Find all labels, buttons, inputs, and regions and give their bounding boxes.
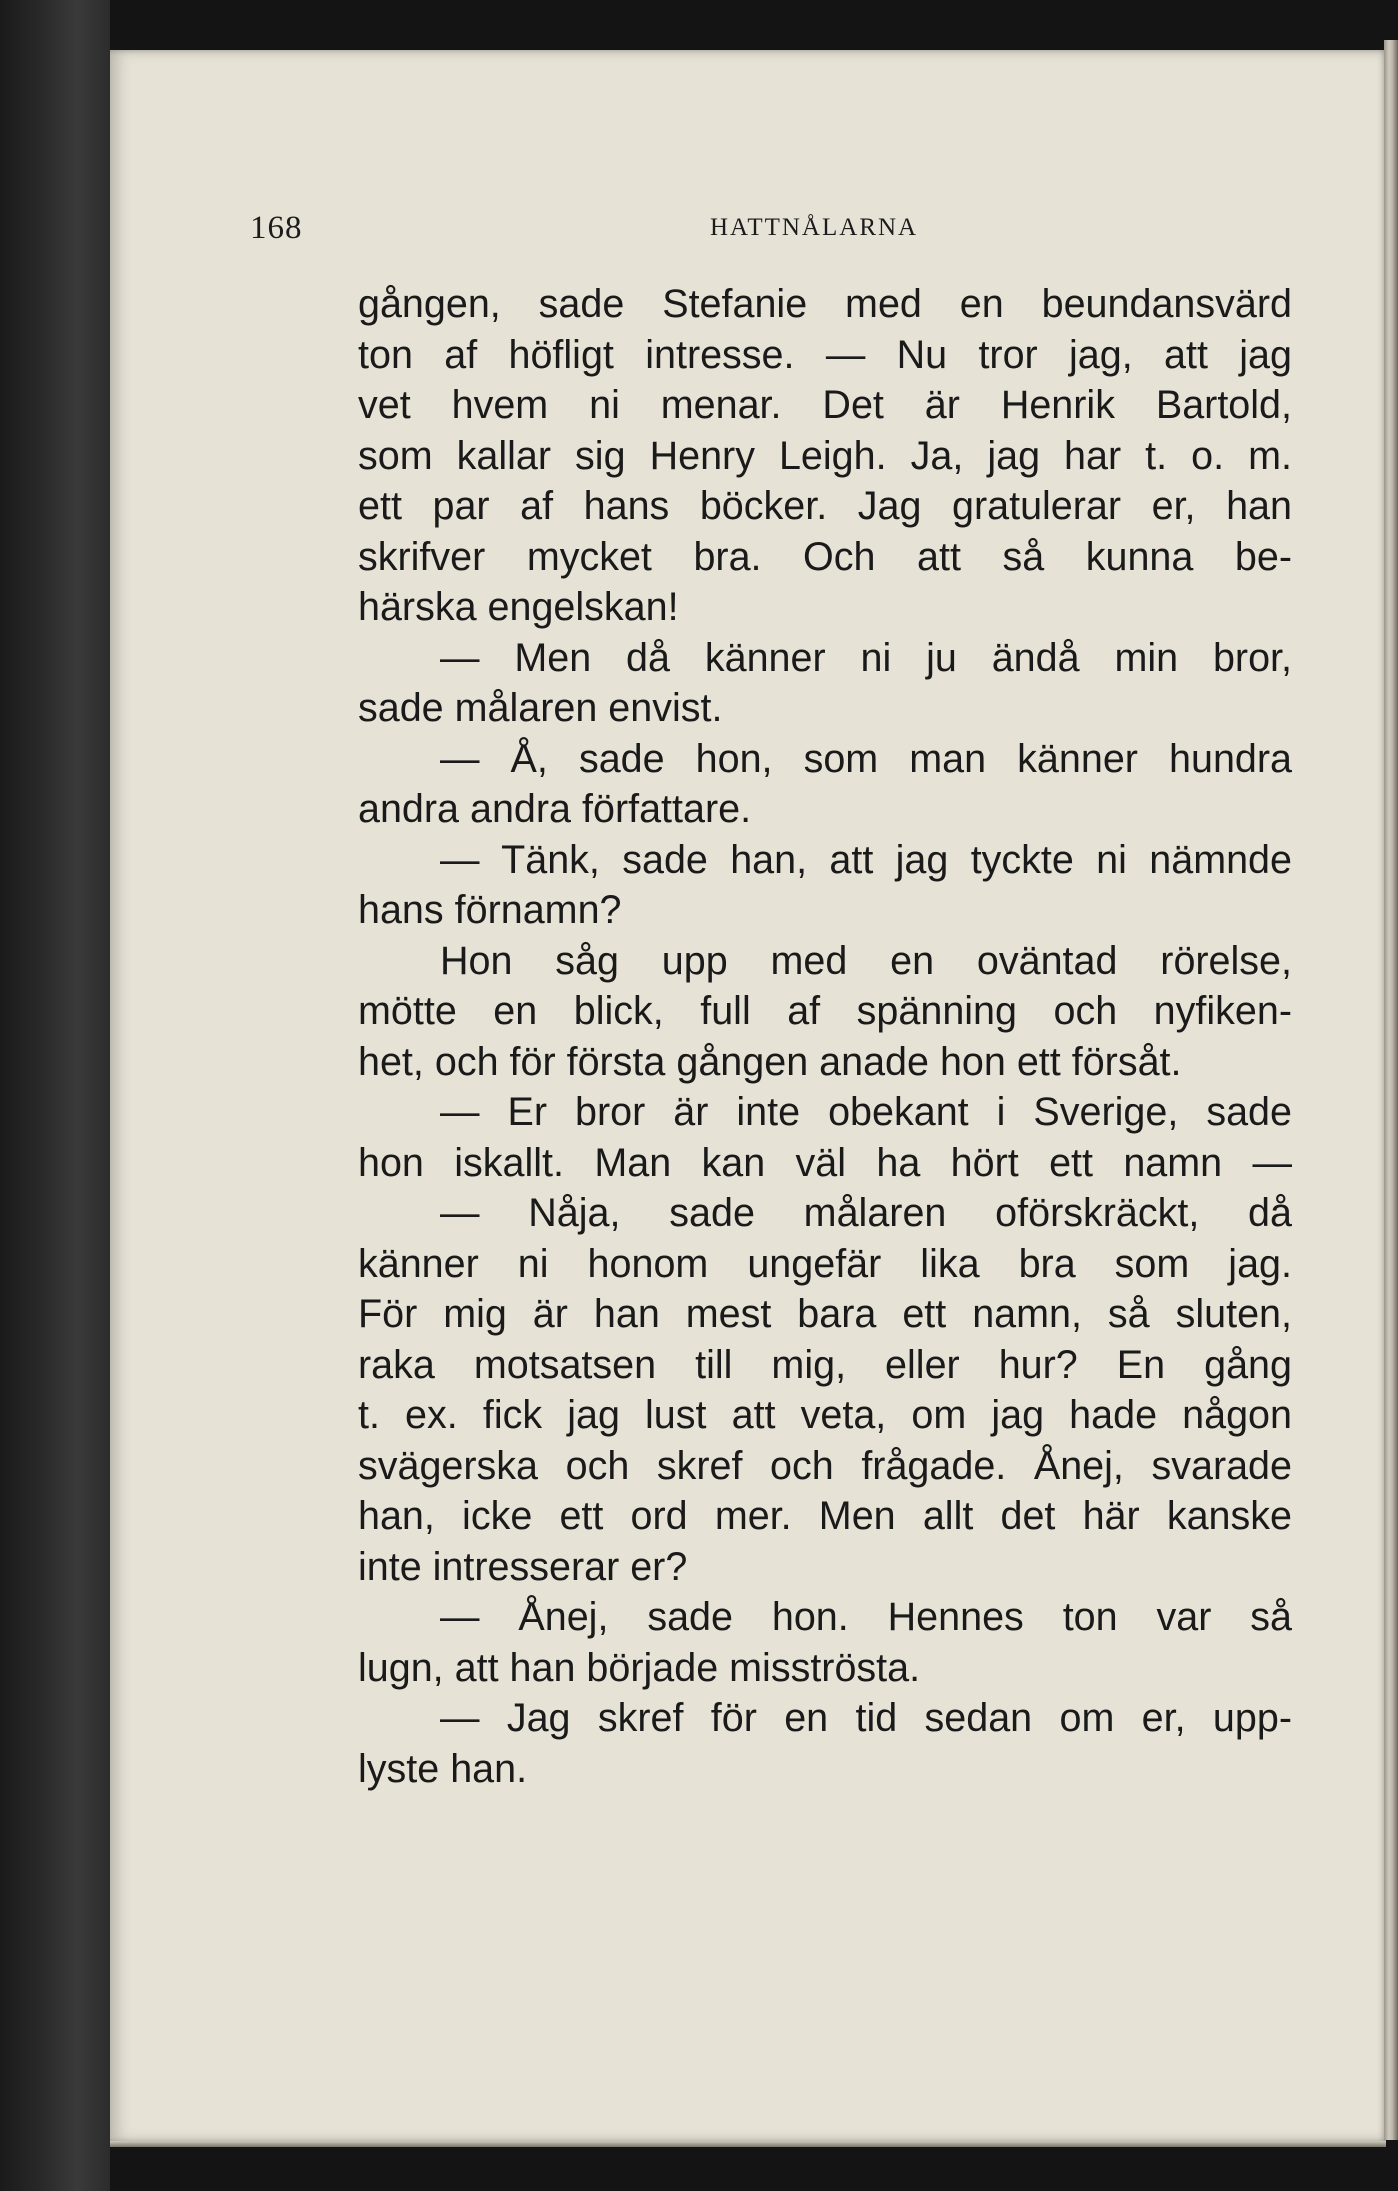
- text-line: mötte en blick, full af spänning och nyfiken-: [358, 989, 1292, 1033]
- text-line: skrifver mycket bra. Och att så kunna be-: [358, 534, 1292, 579]
- text-line: svägerska och skref och frågade. Ånej, svarade: [358, 1443, 1292, 1488]
- text-line: sade målaren envist.: [358, 686, 723, 730]
- page-number: 168: [250, 210, 303, 246]
- text-line: het, och för första gången anade hon ett försåt.: [358, 1039, 1182, 1084]
- text-line: — Jag skref för en tid sedan om er, upp-: [440, 1696, 1292, 1740]
- text-line: raka motsatsen till mig, eller hur? En gång: [358, 1342, 1292, 1387]
- text-line: — Er bror är inte obekant i Sverige, sade: [440, 1090, 1292, 1134]
- text-line: som kallar sig Henry Leigh. Ja, jag har t. o. m.: [358, 433, 1292, 478]
- text-line: inte intresserar er?: [358, 1544, 688, 1589]
- book-spine: [0, 0, 110, 2191]
- text-line: — Nåja, sade målaren oförskräckt, då: [440, 1191, 1292, 1235]
- text-line: känner ni honom ungefär lika bra som jag.: [358, 1241, 1292, 1286]
- text-line: — Men då känner ni ju ändå min bror,: [440, 635, 1292, 680]
- page-bottom-edge: [110, 2141, 1386, 2147]
- text-line: lyste han.: [358, 1746, 528, 1791]
- text-line: han, icke ett ord mer. Men allt det här kanske: [358, 1494, 1292, 1538]
- text-line: hans förnamn?: [358, 888, 622, 932]
- text-line: härska engelskan!: [358, 585, 679, 629]
- text-line: ton af höfligt intresse. — Nu tror jag, att jag: [358, 332, 1292, 377]
- text-line: Hon såg upp med en oväntad rörelse,: [440, 938, 1292, 983]
- text-line: lugn, att han började misströsta.: [358, 1645, 921, 1690]
- page-edge: [1384, 40, 1398, 2140]
- running-head: [250, 210, 1290, 254]
- text-line: — Å, sade hon, som man känner hundra: [440, 736, 1292, 781]
- text-line: gången, sade Stefanie med en beundansvärd: [358, 282, 1292, 326]
- text-line: ett par af hans böcker. Jag gratulerar er, han: [358, 484, 1292, 528]
- text-line: — Tänk, sade han, att jag tyckte ni nämnde: [440, 837, 1292, 882]
- text-line: t. ex. fick jag lust att veta, om jag hade någon: [358, 1393, 1292, 1437]
- text-line: hon iskallt. Man kan väl ha hört ett namn —: [358, 1140, 1292, 1185]
- text-line: För mig är han mest bara ett namn, så sluten,: [358, 1292, 1292, 1336]
- text-line: — Ånej, sade hon. Hennes ton var så: [440, 1595, 1292, 1639]
- running-title: HATTNÅLARNA: [710, 214, 919, 241]
- text-line: andra andra författare.: [358, 787, 752, 831]
- text-line: vet hvem ni menar. Det är Henrik Bartold,: [358, 383, 1292, 427]
- body-text: [358, 279, 1292, 1794]
